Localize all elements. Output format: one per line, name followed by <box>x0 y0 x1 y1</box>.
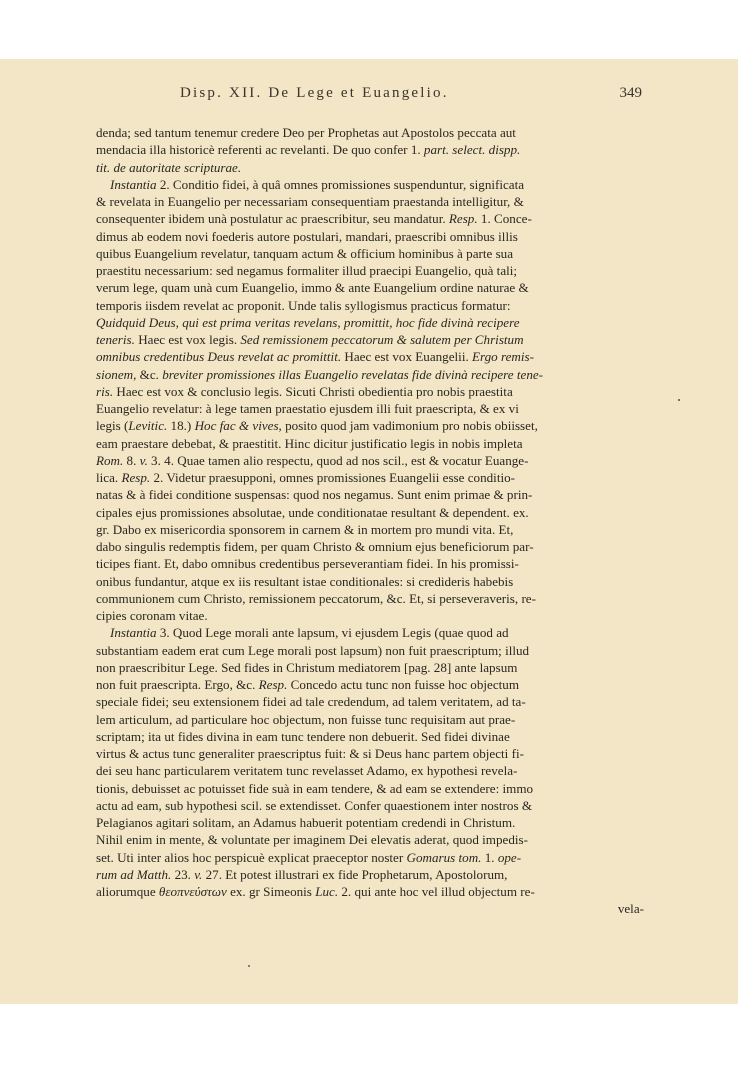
text-line <box>96 435 644 452</box>
text-span: speciale fidei; seu extensionem fidei ad tale credendum, ad talem veritatem, ad ta- <box>96 694 526 710</box>
text-span: temporis iisdem revelat ac proponit. Unde talis syllogismus practicus formatur: <box>96 297 511 313</box>
italic-span: Resp. <box>448 211 478 227</box>
italic-span: v. <box>194 866 203 882</box>
text-line <box>96 573 644 590</box>
italic-span: Instantia <box>110 625 157 641</box>
paragraph-continuation <box>96 124 644 176</box>
text-span: aliorumque <box>96 884 159 899</box>
italic-span: Levitic. <box>128 418 168 434</box>
margin-speck <box>248 965 250 967</box>
text-line <box>96 469 644 486</box>
text-span: cipales ejus promissiones absolutae, unde conditionatae resultant & dependent. ex. <box>96 504 529 520</box>
text-line <box>96 849 644 866</box>
text-span: communionem cum Christo, remissionem peccatorum, &c. Et, si perseveraveris, re- <box>96 590 536 606</box>
text-span: posito quod jam vadimonium pro nobis obiisset, <box>281 418 538 434</box>
text-line <box>96 745 644 762</box>
italic-span: ope- <box>497 849 522 865</box>
text-span: 27. Et potest illustrari ex fide Prophetarum, Apostolorum, <box>202 866 508 882</box>
text-line <box>96 124 644 141</box>
text-span: legis ( <box>96 418 129 434</box>
text-line <box>96 348 644 365</box>
text-line <box>96 831 644 848</box>
text-line <box>96 210 644 227</box>
text-line <box>96 331 644 348</box>
text-span: 2. qui ante hoc vel illud objectum re- <box>338 884 535 899</box>
greek-word: θεοπνεύστων <box>158 884 227 899</box>
text-line <box>96 314 644 331</box>
text-span: 2. Videtur praesupponi, omnes promissiones Euangelii esse conditio- <box>150 470 515 485</box>
italic-span: breviter promissiones illas Euangelio revelatas fide divinà recipere tene- <box>162 366 544 382</box>
italic-span: Sed remissionem peccatorum & salutem per Christum <box>240 332 524 347</box>
italic-span: v. <box>139 452 148 468</box>
text-span: Pelagianos agitari solitam, an Adamus habuerit potentiam credendi in Christum. <box>96 815 516 830</box>
text-span: dei seu hanc particularem veritatem tunc revelasset Adamo, ex hypothesi revela- <box>96 763 518 779</box>
text-line <box>96 676 644 693</box>
text-line <box>96 900 644 917</box>
text-line <box>96 176 644 193</box>
italic-span: Hoc fac & vives, <box>194 418 282 434</box>
text-line <box>96 797 644 814</box>
page-number: 349 <box>619 85 642 101</box>
text-line <box>96 262 644 279</box>
text-line <box>96 228 644 245</box>
text-span: tionis, debuisset ac potuisset fide suà in eam tendere, & ad eam se extendere: immo <box>96 780 534 796</box>
text-line <box>96 866 644 883</box>
text-line <box>96 780 644 797</box>
text-span: 8. <box>123 452 140 468</box>
text-line <box>96 590 644 607</box>
text-span: virtus & actus tunc generaliter praescriptus fuit: & si Deus hanc partem objecti fi- <box>96 746 524 761</box>
italic-span: Instantia <box>110 176 157 192</box>
italic-span: Rom. <box>96 452 124 468</box>
text-span: 3. Quod Lege morali ante lapsum, vi ejusdem Legis (quae quod ad <box>156 625 509 641</box>
text-span: dabo singulis redemptis fidem, per quam Christo & omnium ejus beneficiorum par- <box>96 539 534 554</box>
text-line <box>96 711 644 728</box>
text-span: actu ad eam, sub hypothesi scil. se extendisset. Confer quaestionem inter nostros & <box>96 797 533 813</box>
text-span: set. Uti inter alios hoc perspicuè explicat praeceptor noster <box>96 849 407 865</box>
text-span: 1. Conce- <box>477 211 532 227</box>
text-span: dimus ab eodem novi foederis autore postulari, mandari, praescribi omnibus illis <box>96 228 518 244</box>
italic-span: part. select. dispp. <box>423 142 521 158</box>
text-span: praestitu necessarium: sed negamus formaliter illud praecipi Euangelio, quà tali; <box>96 263 518 278</box>
italic-span: sionem, <box>96 366 137 382</box>
page-header <box>96 85 642 103</box>
text-line <box>96 762 644 779</box>
text-span: non fuit praescripta. Ergo, &c. <box>96 677 259 692</box>
text-span: verum lege, quam unà cum Euangelio, immo & ante Euangelium ordine naturae & <box>96 280 529 296</box>
running-title: Disp. XII. De Lege et Euangelio. <box>180 85 449 101</box>
text-span: quibus Euangelium revelatur, tanquam actum & officium hominibus à parte sua <box>96 245 514 261</box>
italic-span: Resp. <box>258 677 288 692</box>
text-line <box>96 141 644 158</box>
text-line <box>96 624 644 641</box>
text-line <box>96 193 644 210</box>
text-span: 1. <box>481 849 498 865</box>
italic-span: Resp. <box>121 470 151 485</box>
text-line <box>96 642 644 659</box>
text-span: 18.) <box>167 418 195 434</box>
text-line <box>96 279 644 296</box>
italic-span: Quidquid Deus, qui est prima veritas revelans, promittit, hoc fide divinà recipere <box>96 314 520 330</box>
text-span: & revelata in Euangelio per necessariam consequentiam praestanda intelligitur, & <box>96 194 524 209</box>
text-line <box>96 728 644 745</box>
text-line <box>96 521 644 538</box>
margin-speck <box>678 399 680 401</box>
text-line <box>96 383 644 400</box>
text-line <box>96 814 644 831</box>
text-span: consequenter ibidem unà postulatur ac praescribitur, seu mandatur. <box>96 211 449 227</box>
text-span: Concedo actu tunc non fuisse hoc objectum <box>287 677 520 692</box>
text-line <box>96 400 644 417</box>
text-line <box>96 452 644 469</box>
text-span: natas & à fidei conditione suspensas: quod nos negamus. Sunt enim primae & prin- <box>96 487 533 503</box>
paragraph-instantia-3 <box>96 624 644 917</box>
text-span: non praescribitur Lege. Sed fides in Christum mediatorem [pag. 28] ante lapsum <box>96 659 518 675</box>
italic-span: Luc. <box>315 884 339 899</box>
italic-span: omnibus credentibus Deus revelat ac promittit. <box>96 349 342 365</box>
text-span: substantiam eadem erat cum Lege morali post lapsum) non fuit praescriptum; illud <box>96 642 530 658</box>
italic-span: tit. de autoritate scripturae. <box>96 159 242 175</box>
text-line <box>96 366 644 383</box>
text-span: Haec est vox legis. <box>134 332 241 347</box>
text-line <box>96 538 644 555</box>
text-line <box>96 607 644 624</box>
text-span: denda; sed tantum tenemur credere Deo per Prophetas aut Apostolos peccata aut <box>96 125 516 140</box>
text-line <box>96 555 644 572</box>
text-span: eam praestare debebat, & praestitit. Hinc dicitur justificatio legis in nobis impleta <box>96 435 523 451</box>
text-span: ticipes fiant. Et, dabo omnibus credentibus perseverantiam fidei. In his promissi- <box>96 556 519 572</box>
text-span: Nihil enim in mente, & voluntate per imaginem Dei elevatis aderat, quod impedis- <box>96 832 528 848</box>
text-span: Euangelio revelatur: à lege tamen praestatio ejusdem illi fuit praescripta, & ex vi <box>96 401 519 416</box>
italic-span: Ergo remis- <box>472 349 534 365</box>
text-span: lica. <box>96 470 122 485</box>
text-span: Haec est vox Euangelii. <box>341 349 473 365</box>
text-span: vela- <box>617 901 644 917</box>
text-line <box>96 883 644 900</box>
text-span: lem articulum, ad particulare hoc objectum, non fuisse tunc requisitam aut prae- <box>96 711 516 727</box>
body-text <box>96 124 644 918</box>
text-span: ex. gr Simeonis <box>226 884 316 899</box>
text-span: gr. Dabo ex misericordia sponsorem in carnem & in mortem pro mundi vita. Et, <box>96 521 514 537</box>
text-line <box>96 659 644 676</box>
text-line <box>96 504 644 521</box>
text-line <box>96 417 644 434</box>
text-span: cipies coronam vitae. <box>96 608 208 623</box>
text-span: onibus fundantur, atque ex iis resultant istae conditionales: si credideris habebis <box>96 573 514 589</box>
text-line <box>96 159 644 176</box>
text-span: scriptam; ita ut fides divina in eam tunc tendere non debuerit. Sed fidei divinae <box>96 728 510 744</box>
text-span: mendacia illa historicè referenti ac revelanti. De quo confer 1. <box>96 142 424 158</box>
paragraph-instantia-2 <box>96 176 644 625</box>
text-span: Haec est vox & conclusio legis. Sicuti Christi obedientia pro nobis praestita <box>113 383 513 399</box>
italic-span: teneris. <box>96 332 135 347</box>
italic-span: ris. <box>96 383 114 399</box>
italic-span: Gomarus tom. <box>406 849 482 865</box>
text-span: 3. 4. Quae tamen alio respectu, quod ad nos scil., est & vocatur Euange- <box>147 452 529 468</box>
italic-span: rum ad Matth. <box>96 866 172 882</box>
text-line <box>96 486 644 503</box>
text-line <box>96 297 644 314</box>
text-line <box>96 245 644 262</box>
text-span: &c. <box>136 366 163 382</box>
text-span: 23. <box>171 866 195 882</box>
text-line <box>96 693 644 710</box>
text-span: 2. Conditio fidei, à quâ omnes promissiones suspenduntur, significata <box>156 176 525 192</box>
book-page <box>0 59 738 1004</box>
